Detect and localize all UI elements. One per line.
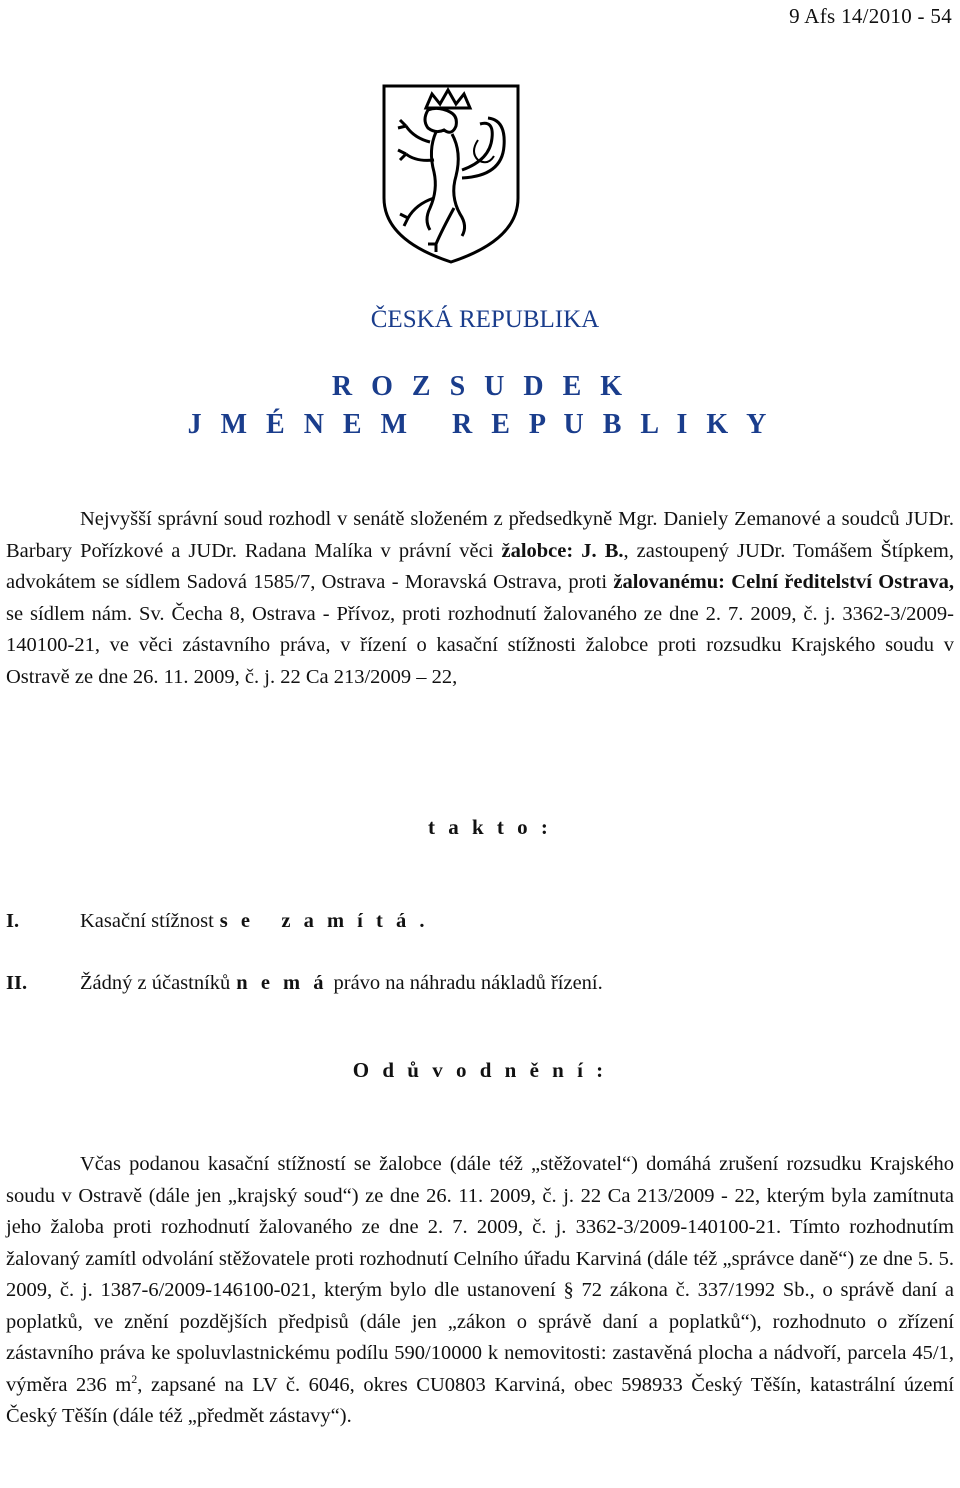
ruling-item: [6, 906, 434, 936]
intro-paragraph: [6, 504, 954, 693]
ruling-emphasis: s e z a m í t á .: [219, 910, 429, 932]
case-number: 9 Afs 14/2010 - 54: [789, 4, 952, 28]
ruling-text: Kasační stížnost: [80, 910, 214, 932]
reasoning-text-2: , zapsané na LV č. 6046, okres CU0803 Karviná, obec 598933 Český Těšín, katastrální území Český Těšín (dále též „předmět zástavy“).: [6, 1373, 954, 1427]
republic-heading: ČESKÁ REPUBLIKA: [370, 306, 600, 333]
verdict-title-line1: R O Z S U D E K: [331, 371, 629, 402]
verdict-title: [0, 368, 960, 444]
ruling-number: II.: [6, 972, 28, 994]
reasoning-text-1: Včas podanou kasační stížností se žalobce (dále též „stěžovatel“) domáhá zrušení rozsudku Krajského soudu v Ostravě (dále jen „krajský soud“) ze dne 26. 11. 2009, č. j. 22 Ca 213/2009 - 22, kterým byla zamítnuta jeho žaloba proti rozhodnutí žalovaného ze dne 2. 7. 2009, č. j. 3362-3/2009-140100-21. Tímto rozhodnutím žalovaný zamítl odvolání stěžovatele proti rozhodnutí Celního úřadu Karviná (dále též „správce daně“) ze dne 5. 5. 2009, č. j. 1387-6/2009-146100-021, kterým bylo dle ustanovení § 72 zákona č. 337/1992 Sb., o správě daní a poplatků, ve znění pozdějších předpisů (dále jen „zákon o správě daní a poplatků“), rozhodnuto o zřízení zástavního práva ke spoluvlastnickému podílu 590/10000 k nemovitosti: zastavěná plocha a nádvoří, parcela 45/1, výměra 236 m: [6, 1153, 954, 1396]
ruling-text: Žádný z účastníků: [80, 972, 231, 994]
plaintiff-label: žalobce: J. B.: [501, 539, 624, 562]
intro-text-3: se sídlem nám. Sv. Čecha 8, Ostrava - Přívoz, proti rozhodnutí žalovaného ze dne 2. 7. 2009, č. j. 3362-3/2009-140100-21, ve věci zástavního práva, v řízení o kasační stížnosti žalobce proti rozsudku Krajského soudu v Ostravě ze dne 26. 11. 2009, č. j. 22 Ca 213/2009 – 22,: [6, 602, 954, 688]
intro-text-2: , zastoupený JUDr. Tomášem Štípkem, advokátem se sídlem Sadová 1585/7, Ostrava - Moravská Ostrava, proti: [6, 539, 954, 593]
takto-heading: t a k t o :: [428, 815, 552, 839]
ruling-emphasis: n e m á: [236, 972, 328, 994]
ruling-text-after: právo na náhradu nákladů řízení.: [333, 972, 603, 994]
reasoning-heading: O d ů v o d n ě n í :: [352, 1058, 608, 1082]
czech-lion-coat-of-arms-icon: [378, 80, 524, 266]
area-unit-superscript: 2: [131, 1371, 138, 1386]
verdict-title-line2: J M É N E M R E P U B L I K Y: [187, 409, 773, 440]
ruling-item: [6, 968, 603, 998]
ruling-number: I.: [6, 910, 20, 932]
defendant-label: žalovanému: Celní ředitelství Ostrava,: [613, 571, 954, 593]
reasoning-paragraph: [6, 1149, 954, 1433]
intro-text-1: Nejvyšší správní soud rozhodl v senátě složeném z předsedkyně Mgr. Daniely Zemanové a soudců JUDr. Barbary Pořízkové a JUDr. Radana Malíka v právní věci: [6, 508, 954, 562]
